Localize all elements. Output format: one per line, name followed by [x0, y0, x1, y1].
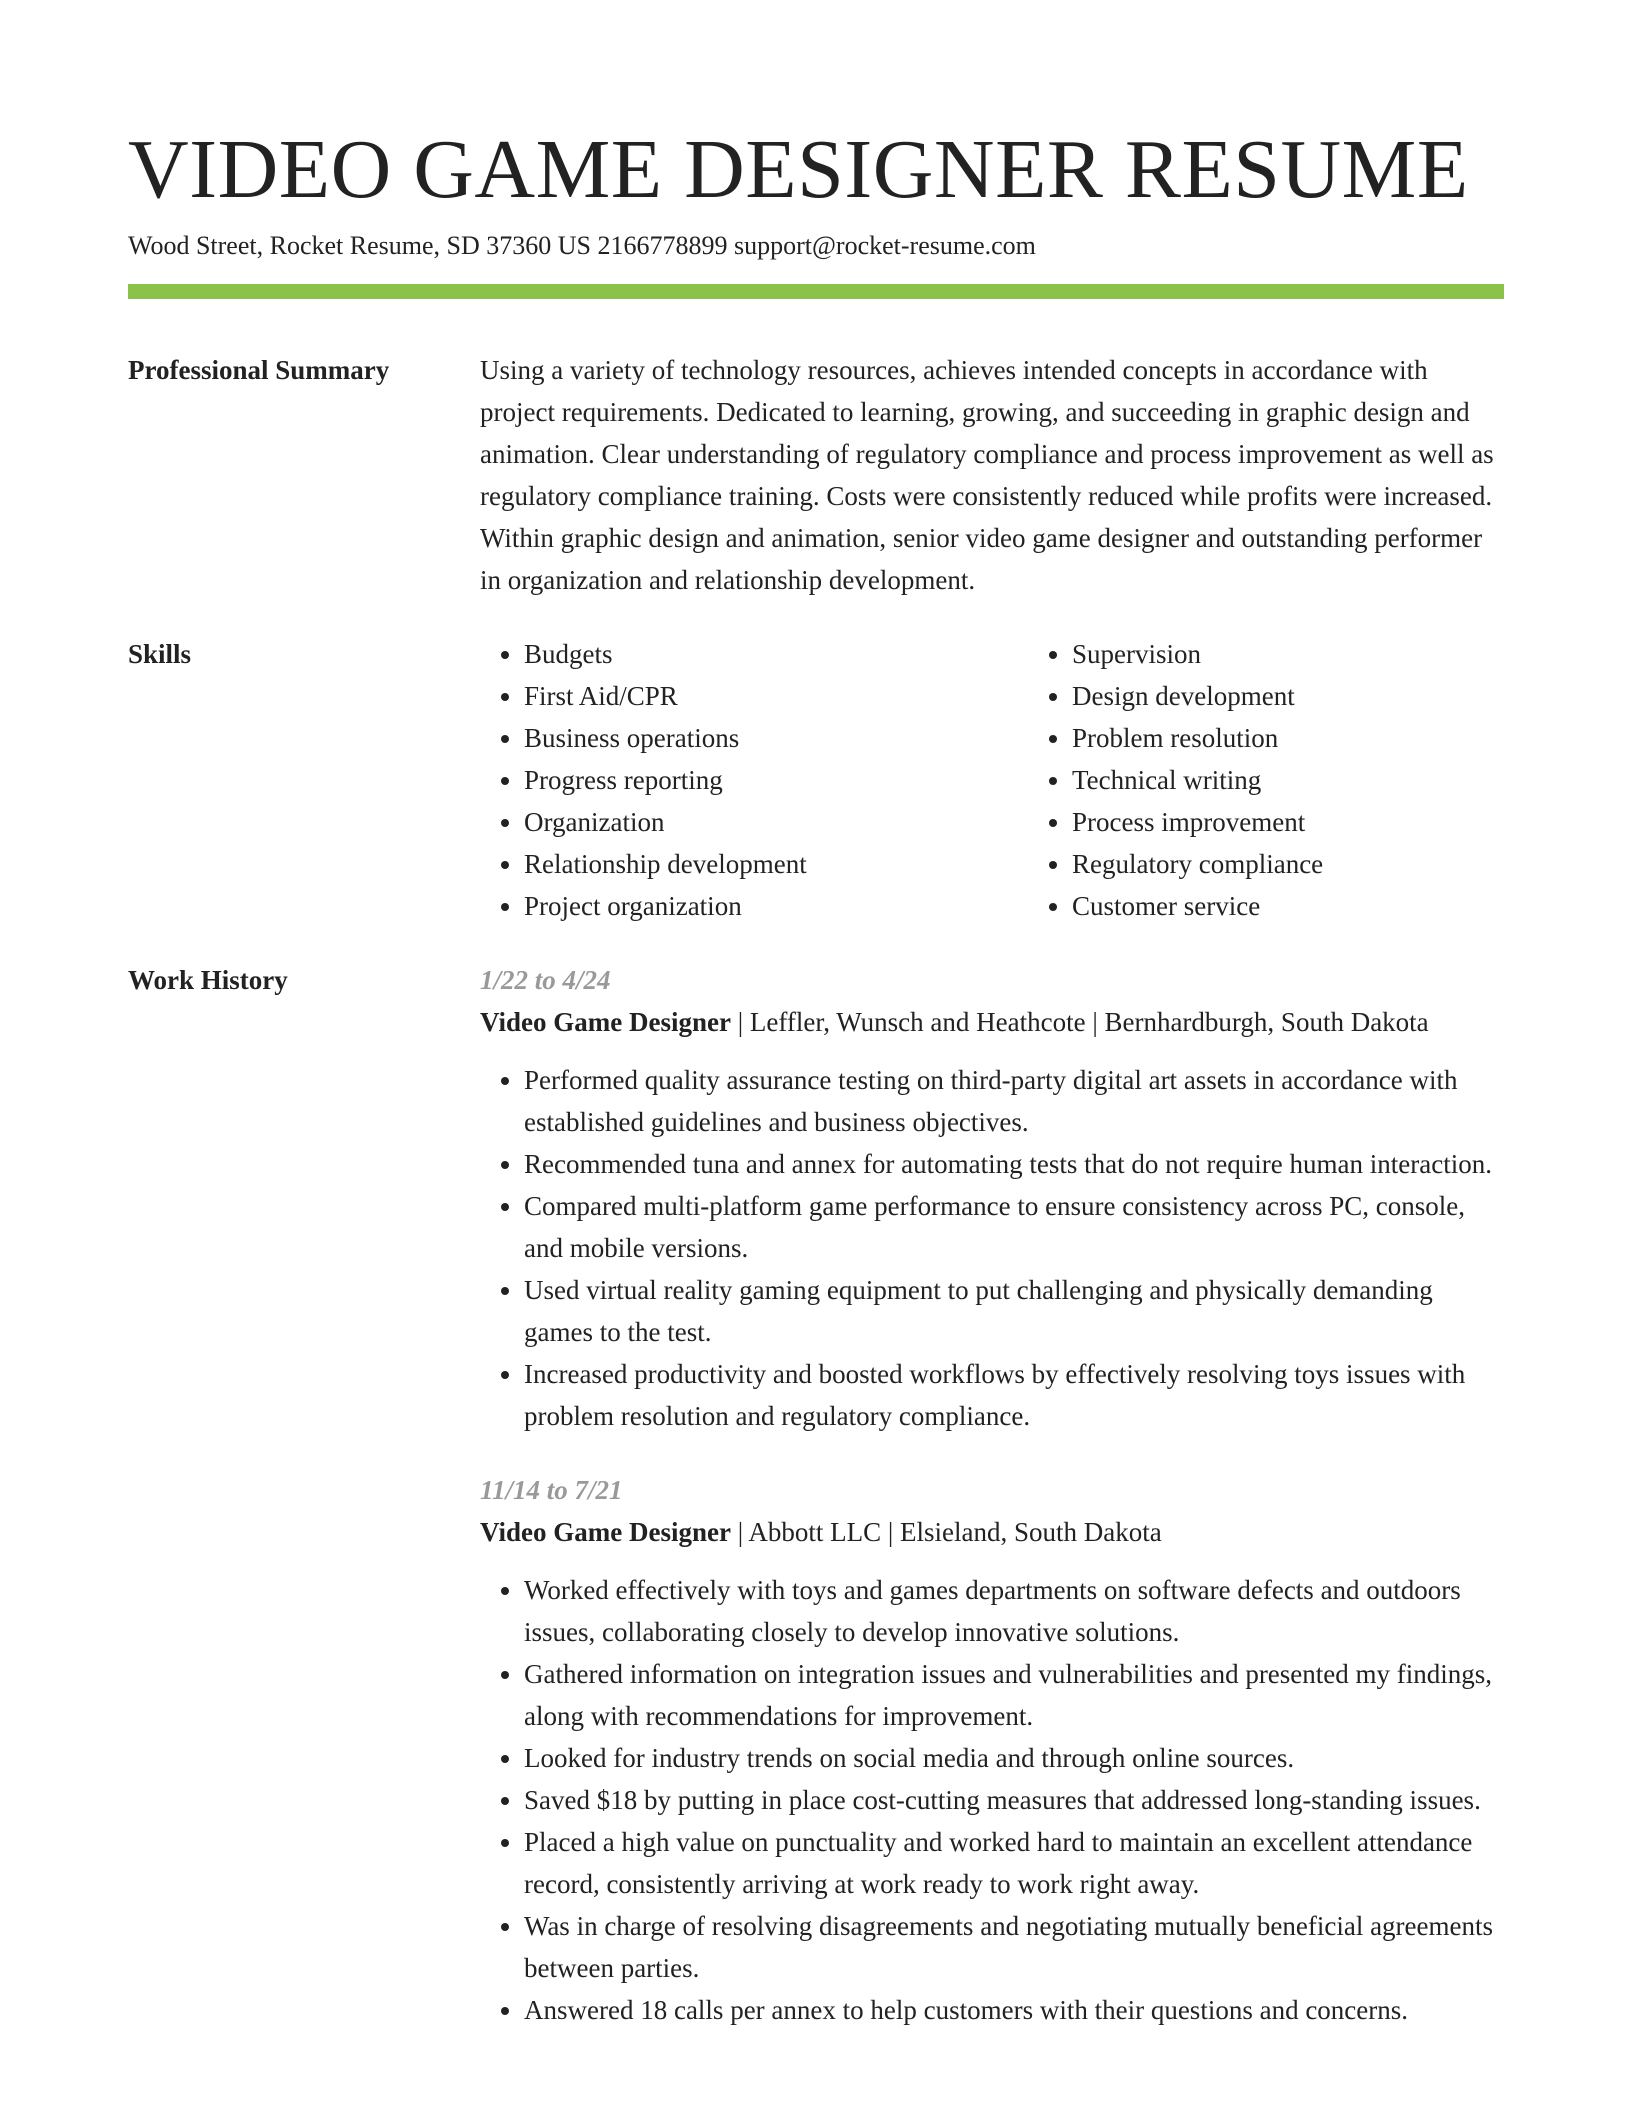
skill-item: • Technical writing	[1072, 759, 1576, 801]
job-duties-list	[480, 1569, 1504, 2031]
professional-summary-section	[128, 349, 1504, 601]
duty-item: • Gathered information on integration issues and vulnerabilities and presented my findings, along with recommendations for improvement.	[524, 1653, 1504, 1737]
skills-list-right	[1028, 633, 1576, 927]
skill-item: • First Aid/CPR	[524, 675, 1028, 717]
duty-item: • Increased productivity and boosted workflows by effectively resolving toys issues with problem resolution and regulatory compliance.	[524, 1353, 1504, 1437]
duty-item: • Used virtual reality gaming equipment to put challenging and physically demanding games to the test.	[524, 1269, 1504, 1353]
section-heading-skills: Skills	[128, 639, 192, 669]
section-heading-summary: Professional Summary	[128, 355, 390, 385]
job-separator: |	[730, 1007, 750, 1037]
accent-divider	[128, 284, 1504, 299]
skill-item: • Problem resolution	[1072, 717, 1576, 759]
skills-list-left	[480, 633, 1028, 927]
job-location: Elsieland, South Dakota	[900, 1517, 1162, 1547]
duty-item: • Recommended tuna and annex for automating tests that do not require human interaction.	[524, 1143, 1504, 1185]
duty-item: • Answered 18 calls per annex to help customers with their questions and concerns.	[524, 1989, 1504, 2031]
job-company: Leffler, Wunsch and Heathcote	[749, 1007, 1086, 1037]
resume-title: VIDEO GAME DESIGNER RESUME	[128, 123, 1469, 216]
job-separator: |	[881, 1517, 901, 1547]
skill-item: • Business operations	[524, 717, 1028, 759]
duty-item: • Looked for industry trends on social media and through online sources.	[524, 1737, 1504, 1779]
skill-item: • Customer service	[1072, 885, 1576, 927]
skill-item: • Budgets	[524, 633, 1028, 675]
duty-item: • Placed a high value on punctuality and worked hard to maintain an excellent attendance record, consistently arriving at work ready to work right away.	[524, 1821, 1504, 1905]
contact-line: Wood Street, Rocket Resume, SD 37360 US 2166778899 support@rocket-resume.com	[128, 231, 1036, 260]
job-title: Video Game Designer	[480, 1517, 731, 1547]
job-header	[480, 1511, 1504, 1553]
job-separator: |	[1085, 1007, 1105, 1037]
job-dates: 1/22 to 4/24	[480, 965, 611, 995]
job-duties-list	[480, 1059, 1504, 1437]
skill-item: • Supervision	[1072, 633, 1576, 675]
skill-item: • Regulatory compliance	[1072, 843, 1576, 885]
duty-item: • Was in charge of resolving disagreements and negotiating mutually beneficial agreements between parties.	[524, 1905, 1504, 1989]
resume-page	[128, 118, 1504, 2031]
job-entry	[480, 959, 1504, 1437]
skill-item: • Progress reporting	[524, 759, 1028, 801]
skill-item: • Project organization	[524, 885, 1028, 927]
skill-item: • Design development	[1072, 675, 1576, 717]
job-header	[480, 1001, 1504, 1043]
job-location: Bernhardburgh, South Dakota	[1104, 1007, 1429, 1037]
skills-section	[128, 633, 1504, 927]
section-heading-work-history: Work History	[128, 965, 288, 995]
duty-item: • Worked effectively with toys and games departments on software defects and outdoors issues, collaborating closely to develop innovative solutions.	[524, 1569, 1504, 1653]
duty-item: • Performed quality assurance testing on third-party digital art assets in accordance with established guidelines and business objectives.	[524, 1059, 1504, 1143]
duty-item: • Compared multi-platform game performance to ensure consistency across PC, console, and mobile versions.	[524, 1185, 1504, 1269]
skill-item: • Organization	[524, 801, 1028, 843]
job-entry	[480, 1469, 1504, 2031]
job-title: Video Game Designer	[480, 1007, 731, 1037]
job-company: Abbott LLC	[748, 1517, 882, 1547]
skill-item: • Relationship development	[524, 843, 1028, 885]
work-history-section	[128, 959, 1504, 2031]
skill-item: • Process improvement	[1072, 801, 1576, 843]
job-separator: |	[730, 1517, 749, 1547]
summary-text: Using a variety of technology resources, achieves intended concepts in accordance with project requirements. Dedicated to learning, growing, and succeeding in graphic design and animation. Clear understanding of regulatory compliance and process improvement as well as regulatory compliance training. Costs were consistently reduced while profits were increased. Within graphic design and animation, senior video game designer and outstanding performer in organization and relationship development.	[480, 355, 1494, 595]
duty-item: • Saved $18 by putting in place cost-cutting measures that addressed long-standing issues.	[524, 1779, 1504, 1821]
job-dates: 11/14 to 7/21	[480, 1475, 623, 1505]
